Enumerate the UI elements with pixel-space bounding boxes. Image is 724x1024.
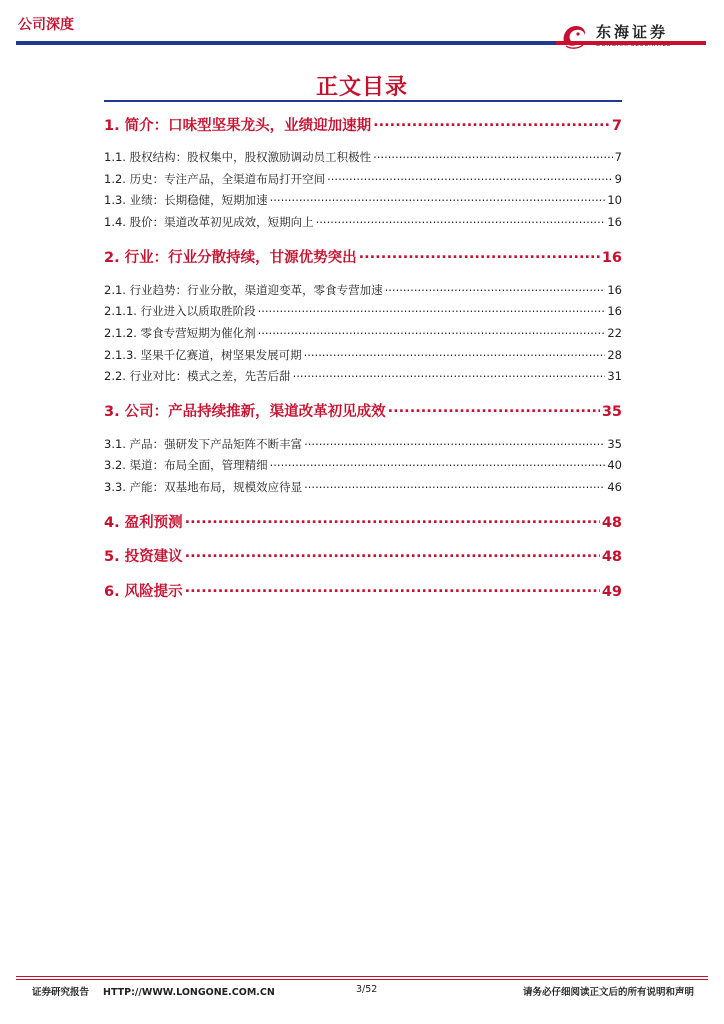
company-logo bbox=[558, 16, 708, 56]
toc-entry-page: 7 bbox=[611, 118, 622, 134]
toc-entry[interactable] bbox=[104, 282, 622, 298]
footer-report-label: 证券研究报告 bbox=[32, 987, 90, 998]
toc-entry[interactable] bbox=[104, 368, 622, 384]
toc-leader-dots bbox=[373, 150, 613, 162]
toc-entry[interactable] bbox=[104, 114, 622, 135]
toc-entry[interactable] bbox=[104, 457, 622, 473]
toc-entry[interactable] bbox=[104, 214, 622, 230]
toc-entry[interactable] bbox=[104, 325, 622, 341]
toc-entry-page: 35 bbox=[607, 437, 622, 451]
toc-leader-dots bbox=[185, 513, 600, 528]
toc-entry[interactable] bbox=[104, 171, 622, 187]
header-divider-blue bbox=[16, 41, 556, 45]
footer-website-link[interactable]: HTTP://WWW.LONGONE.COM.CN bbox=[103, 987, 275, 998]
toc-leader-dots bbox=[304, 437, 605, 449]
toc-leader-dots bbox=[293, 369, 606, 381]
toc-entry[interactable] bbox=[104, 246, 622, 267]
toc-entry-label: 1.4. 股价：渠道改革初见成效，短期向上 bbox=[104, 215, 314, 229]
page-number: 3/52 bbox=[356, 984, 378, 995]
logo-chinese-name: 东海证券 bbox=[596, 23, 669, 41]
toc-entry-label: 3. 公司：产品持续推新，渠道改革初见成效 bbox=[104, 404, 386, 420]
toc-entry-page: 35 bbox=[601, 404, 622, 420]
toc-title: 正文目录 bbox=[315, 75, 408, 100]
toc-entry-page: 22 bbox=[607, 326, 622, 340]
toc-leader-dots bbox=[373, 116, 610, 131]
footer-disclaimer: 请务必仔细阅读正文后的所有说明和声明 bbox=[522, 987, 694, 998]
header-divider-red bbox=[556, 41, 706, 45]
toc-entry-page: 10 bbox=[607, 193, 622, 207]
toc-entry-label: 3.3. 产能：双基地布局，规模效应待显 bbox=[104, 480, 303, 494]
toc-entry-label: 1.2. 历史：专注产品，全渠道布局打开空间 bbox=[104, 172, 326, 186]
toc-entry-label: 3.2. 渠道：布局全面，管理精细 bbox=[104, 458, 268, 472]
toc-leader-dots bbox=[185, 547, 600, 562]
toc-entry[interactable] bbox=[104, 303, 622, 319]
toc-leader-dots bbox=[258, 326, 606, 338]
toc-entry-label: 1.1. 股权结构：股权集中，股权激励调动员工积极性 bbox=[104, 150, 372, 164]
toc-leader-dots bbox=[385, 283, 606, 295]
toc-entry-label: 5. 投资建议 bbox=[104, 549, 183, 565]
toc-entry[interactable] bbox=[104, 347, 622, 363]
toc-entry-label: 1.3. 业绩：长期稳健，短期加速 bbox=[104, 193, 268, 207]
toc-leader-dots bbox=[304, 348, 606, 360]
toc-entry[interactable] bbox=[104, 479, 622, 495]
footer-divider bbox=[16, 976, 708, 977]
toc-leader-dots bbox=[304, 480, 605, 492]
toc-entry-label: 2.1. 行业趋势：行业分散，渠道迎变革，零食专营加速 bbox=[104, 283, 383, 297]
toc-entry-label: 6. 风险提示 bbox=[104, 584, 183, 600]
toc-entry-page: 16 bbox=[607, 304, 622, 318]
toc-entry-label: 1. 简介：口味型坚果龙头，业绩迎加速期 bbox=[104, 118, 372, 134]
toc-leader-dots bbox=[258, 304, 606, 316]
toc-entry[interactable] bbox=[104, 511, 622, 532]
toc-entry-label: 2.2. 行业对比：模式之差，先苦后甜 bbox=[104, 369, 291, 383]
toc-entry-page: 46 bbox=[607, 480, 622, 494]
toc-entry-page: 7 bbox=[614, 150, 622, 164]
toc-leader-dots bbox=[316, 215, 606, 227]
toc-entry-label: 2.1.2. 零食专营短期为催化剂 bbox=[104, 326, 256, 340]
toc-leader-dots bbox=[388, 402, 600, 417]
toc-leader-dots bbox=[327, 172, 613, 184]
toc-entry-page: 31 bbox=[607, 369, 622, 383]
toc-entry-page: 49 bbox=[601, 584, 622, 600]
toc-entry-label: 2. 行业：行业分散持续，甘源优势突出 bbox=[104, 250, 357, 266]
toc-entry-label: 4. 盈利预测 bbox=[104, 515, 183, 531]
dragon-logo-icon bbox=[558, 20, 590, 52]
toc-entry-page: 16 bbox=[607, 283, 622, 297]
toc-entry-label: 2.1.1. 行业进入以质取胜阶段 bbox=[104, 304, 256, 318]
toc-entry[interactable] bbox=[104, 149, 622, 165]
footer-left bbox=[32, 984, 275, 998]
toc-entry[interactable] bbox=[104, 580, 622, 601]
toc-entry[interactable] bbox=[104, 436, 622, 452]
toc-entry[interactable] bbox=[104, 545, 622, 566]
toc-entry[interactable] bbox=[104, 400, 622, 421]
toc-entry-label: 2.1.3. 坚果千亿赛道，树坚果发展可期 bbox=[104, 348, 302, 362]
toc-entry-page: 48 bbox=[601, 549, 622, 565]
toc-entry-page: 40 bbox=[607, 458, 622, 472]
report-type-tag: 公司深度 bbox=[18, 17, 74, 33]
toc-leader-dots bbox=[359, 248, 600, 263]
toc-leader-dots bbox=[270, 458, 606, 470]
toc-entry-page: 9 bbox=[614, 172, 622, 186]
toc-title-rule bbox=[104, 100, 622, 102]
toc-entry[interactable] bbox=[104, 192, 622, 208]
toc-entry-page: 16 bbox=[601, 250, 622, 266]
toc-entry-page: 28 bbox=[607, 348, 622, 362]
toc-entry-page: 48 bbox=[601, 515, 622, 531]
footer-divider-secondary bbox=[16, 979, 708, 980]
toc-leader-dots bbox=[185, 582, 600, 597]
toc-leader-dots bbox=[270, 193, 606, 205]
toc-entry-label: 3.1. 产品：强研发下产品矩阵不断丰富 bbox=[104, 437, 303, 451]
toc-entry-page: 16 bbox=[607, 215, 622, 229]
